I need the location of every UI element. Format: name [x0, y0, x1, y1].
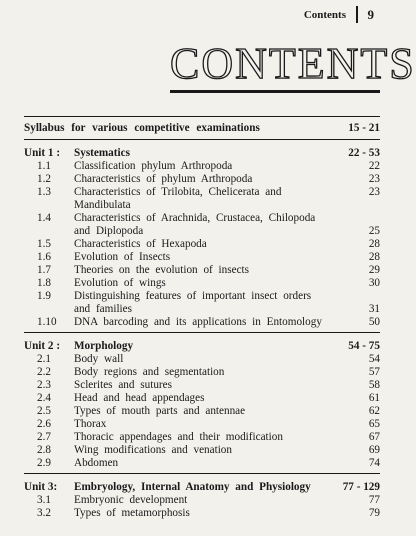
entry-title-line: Head and head appendages [74, 392, 205, 404]
entry-page: 30 [368, 277, 380, 289]
toc-entry[interactable] [24, 366, 380, 379]
entry-title [74, 290, 342, 316]
entry-number: 1.9 [37, 290, 51, 302]
entry-number: 1.1 [37, 160, 51, 172]
entry-page: 69 [368, 444, 380, 456]
entry-title-line: and Diplopoda [74, 225, 144, 237]
page-title-block [170, 39, 416, 93]
unit-title: Morphology [74, 340, 134, 352]
entry-page: 57 [368, 366, 380, 378]
entry-title-line: Sclerites and sutures [74, 379, 172, 391]
toc-entry[interactable] [24, 507, 380, 520]
toc-entry[interactable] [24, 238, 380, 251]
entry-title-line: Characteristics of Arachnida, Crustacea, Chilopoda [74, 212, 316, 224]
running-header [304, 6, 374, 23]
entry-page: 23 [368, 186, 380, 198]
entry-page: 25 [368, 225, 380, 237]
entry-page: 54 [368, 353, 380, 365]
entry-number: 1.4 [37, 212, 51, 224]
entry-title-line: Types of mouth parts and antennae [74, 405, 246, 417]
entry-title [74, 431, 342, 444]
entry-title [74, 405, 342, 418]
toc-entry[interactable] [24, 379, 380, 392]
entry-page: 28 [368, 251, 380, 263]
unit-heading[interactable] [24, 339, 380, 353]
entry-title [74, 444, 342, 457]
entry-page: 31 [368, 303, 380, 315]
unit-label: Unit 1 : [24, 147, 61, 159]
toc-entry[interactable] [24, 160, 380, 173]
toc-entry[interactable] [24, 405, 380, 418]
entry-number: 2.7 [37, 431, 51, 443]
entry-page: 65 [368, 418, 380, 430]
entry-title-line: Body wall [74, 353, 124, 365]
entry-title-line: Thoracic appendages and their modification [74, 431, 283, 443]
entry-page: 74 [368, 457, 380, 469]
entry-title-line: Wing modifications and venation [74, 444, 232, 456]
syllabus-text: Syllabus for various competitive examinations [24, 122, 260, 134]
unit-pages: 54 - 75 [348, 340, 380, 352]
entry-title [74, 379, 342, 392]
entry-number: 1.3 [37, 186, 51, 198]
entry-title [74, 173, 342, 186]
entry-title [74, 494, 342, 507]
entry-number: 2.5 [37, 405, 51, 417]
entry-page: 77 [368, 494, 380, 506]
unit-section [24, 474, 380, 523]
syllabus-pages: 15 - 21 [348, 122, 380, 134]
toc-entry[interactable] [24, 186, 380, 212]
entry-page: 22 [368, 160, 380, 172]
entry-title [74, 160, 342, 173]
entry-page: 62 [368, 405, 380, 417]
entry-title-line: Characteristics of Trilobita, Chelicerata and Mandibulata [74, 186, 282, 211]
entry-title [74, 277, 342, 290]
toc-entry[interactable] [24, 251, 380, 264]
entry-page: 50 [368, 316, 380, 328]
toc-entry[interactable] [24, 277, 380, 290]
entry-number: 1.7 [37, 264, 51, 276]
entry-title-line: Characteristics of Hexapoda [74, 238, 207, 250]
entry-title [74, 353, 342, 366]
toc-entry[interactable] [24, 457, 380, 470]
toc-entry[interactable] [24, 353, 380, 366]
title-underline [170, 90, 380, 93]
entry-title-line: Types of metamorphosis [74, 507, 190, 519]
entry-number: 1.5 [37, 238, 51, 250]
toc-entry[interactable] [24, 173, 380, 186]
entry-page: 61 [368, 392, 380, 404]
unit-section [24, 140, 380, 332]
toc-entry[interactable] [24, 418, 380, 431]
syllabus-row[interactable] [24, 117, 380, 139]
entry-title-line: Embryonic development [74, 494, 188, 506]
entry-title-line: Thorax [74, 418, 107, 430]
entry-title [74, 251, 342, 264]
entry-page: 79 [368, 507, 380, 519]
entry-title-line: Abdomen [74, 457, 119, 469]
entry-title [74, 264, 342, 277]
unit-label: Unit 3: [24, 481, 58, 493]
entry-title [74, 457, 342, 470]
unit-heading[interactable] [24, 146, 380, 160]
entry-page: 67 [368, 431, 380, 443]
entry-number: 2.4 [37, 392, 51, 404]
toc-entry[interactable] [24, 431, 380, 444]
unit-label: Unit 2 : [24, 340, 61, 352]
page-number: 9 [367, 6, 374, 22]
entry-number: 2.3 [37, 379, 51, 391]
entry-number: 3.2 [37, 507, 51, 519]
unit-pages: 22 - 53 [348, 147, 380, 159]
entry-title-line: Evolution of Insects [74, 251, 171, 263]
entry-page: 58 [368, 379, 380, 391]
entry-title-line: Characteristics of phylum Arthropoda [74, 173, 253, 185]
entry-title-line: and families [74, 303, 132, 315]
entry-title-line: Distinguishing features of important insect orders [74, 290, 312, 302]
entry-number: 3.1 [37, 494, 51, 506]
entry-page: 29 [368, 264, 380, 276]
entry-number: 1.6 [37, 251, 51, 263]
entry-number: 2.2 [37, 366, 51, 378]
entry-title [74, 366, 342, 379]
unit-pages: 77 - 129 [342, 481, 380, 493]
entry-title [74, 186, 342, 212]
entry-number: 1.2 [37, 173, 51, 185]
unit-section [24, 333, 380, 473]
entry-title-line: Body regions and segmentation [74, 366, 225, 378]
toc-entry[interactable] [24, 316, 380, 329]
entry-number: 2.8 [37, 444, 51, 456]
unit-title: Systematics [74, 147, 130, 159]
table-of-contents [24, 116, 380, 523]
entry-title-line: DNA barcoding and its applications in Entomology [74, 316, 322, 328]
entry-title-line: Theories on the evolution of insects [74, 264, 250, 276]
entry-number: 2.6 [37, 418, 51, 430]
toc-entry[interactable] [24, 392, 380, 405]
entry-title [74, 392, 342, 405]
entry-page: 23 [368, 173, 380, 185]
unit-heading[interactable] [24, 480, 380, 494]
toc-entry[interactable] [24, 494, 380, 507]
entry-title [74, 212, 342, 238]
entry-title [74, 507, 342, 520]
entry-number: 2.9 [37, 457, 51, 469]
toc-entry[interactable] [24, 290, 380, 316]
toc-entry[interactable] [24, 444, 380, 457]
unit-title: Embryology, Internal Anatomy and Physiology [74, 481, 311, 493]
entry-title [74, 418, 342, 431]
entry-title-line: Classification phylum Arthropoda [74, 160, 233, 172]
entry-number: 1.8 [37, 277, 51, 289]
entry-title-line: Evolution of wings [74, 277, 166, 289]
toc-entry[interactable] [24, 212, 380, 238]
entry-page: 28 [368, 238, 380, 250]
entry-number: 1.10 [37, 316, 57, 328]
entry-title [74, 316, 342, 329]
page-title: CONTENTS [170, 39, 416, 88]
entry-number: 2.1 [37, 353, 51, 365]
running-title: Contents [303, 8, 346, 21]
units-container [24, 140, 380, 523]
entry-title [74, 238, 342, 251]
toc-entry[interactable] [24, 264, 380, 277]
